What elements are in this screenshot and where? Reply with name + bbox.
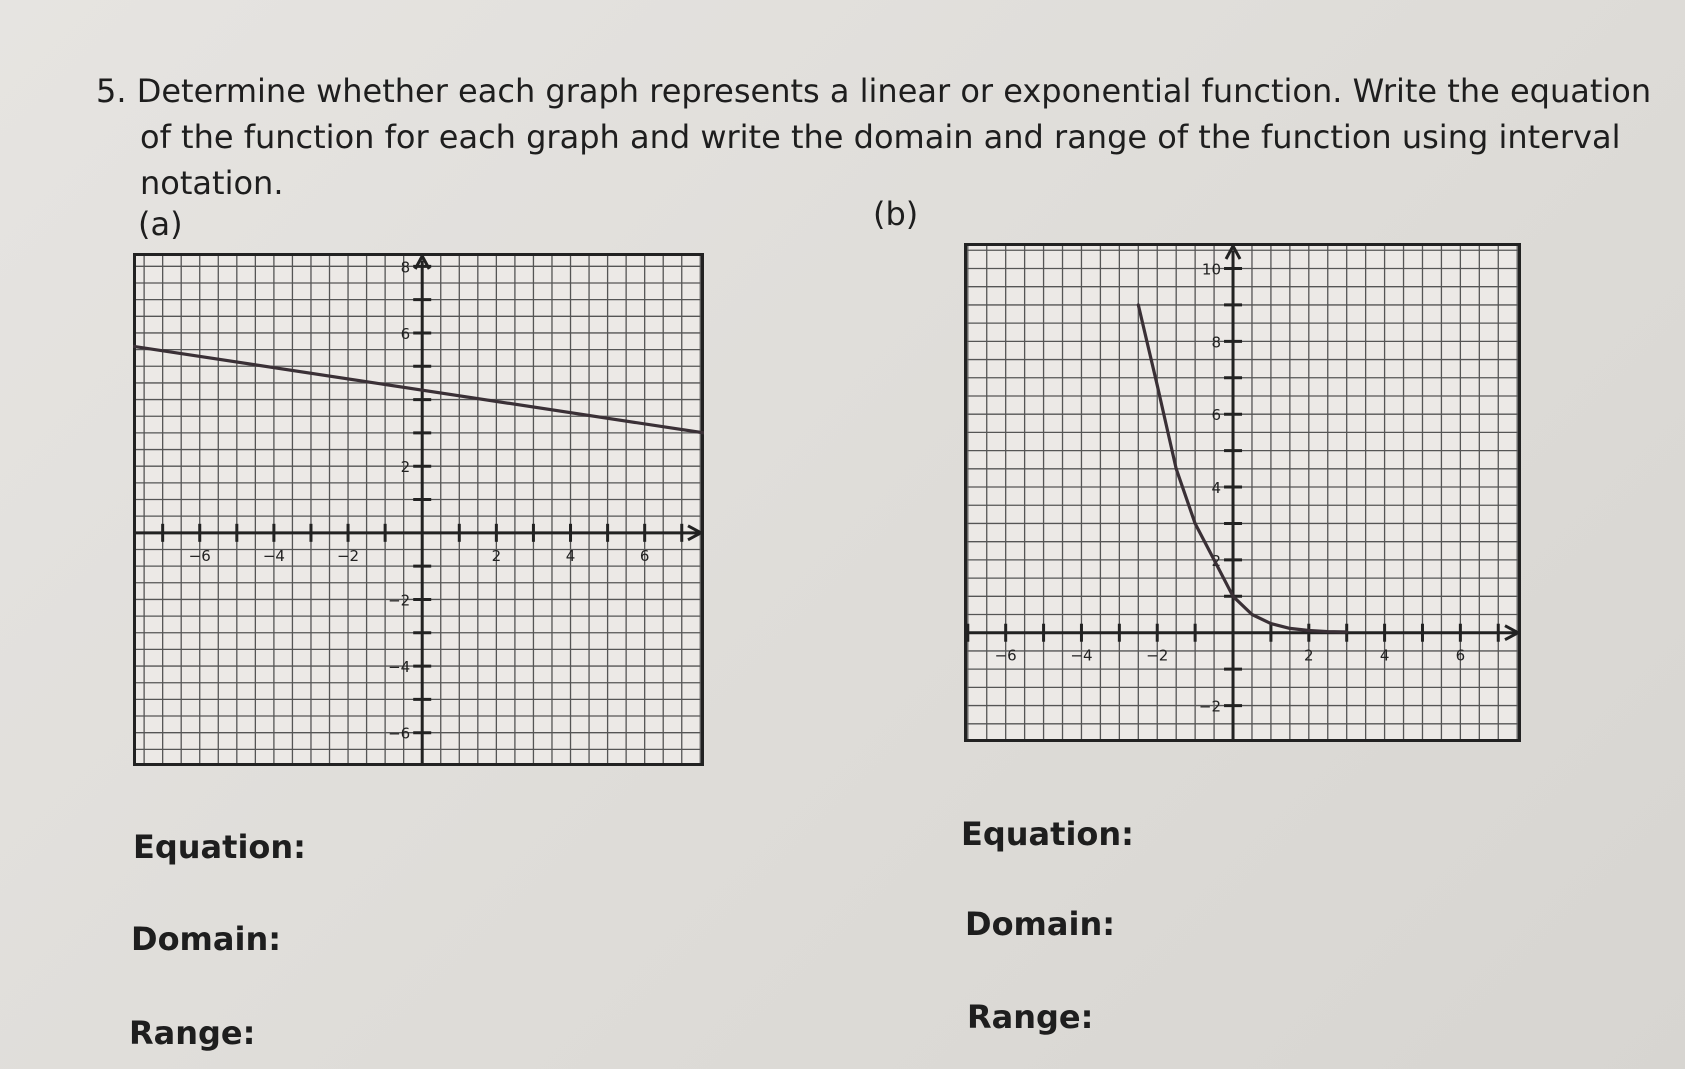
equation-a-label: Equation: — [133, 828, 306, 866]
y-tick-label: 6 — [400, 324, 411, 343]
question-line-3: notation. — [140, 164, 284, 202]
domain-b-label: Domain: — [965, 905, 1116, 943]
y-tick-label: 10 — [1201, 260, 1222, 279]
y-tick-label: −6 — [388, 724, 411, 743]
x-tick-label: −6 — [188, 546, 211, 565]
graph-frame — [966, 245, 1520, 741]
x-tick-label: 4 — [565, 546, 576, 565]
graph-b-plot — [964, 243, 1521, 742]
x-tick-label: −4 — [262, 546, 285, 565]
part-b-label: (b) — [873, 195, 919, 233]
question-text — [96, 68, 1652, 206]
x-tick-label: 6 — [639, 546, 650, 565]
question-number: 5. — [96, 72, 127, 110]
y-tick-label: 8 — [1211, 333, 1222, 352]
x-tick-label: 6 — [1455, 646, 1466, 665]
y-tick-label: −2 — [388, 591, 411, 610]
x-tick-label: −4 — [1070, 646, 1093, 665]
graph-frame — [135, 255, 703, 765]
y-tick-label: 4 — [1211, 479, 1222, 498]
x-tick-label: 2 — [491, 546, 502, 565]
question-line-1: Determine whether each graph represents a linear or exponential function. Write the equation — [136, 72, 1652, 110]
equation-b-label: Equation: — [961, 815, 1134, 853]
graph-a-plot — [133, 253, 704, 766]
x-tick-label: −6 — [994, 646, 1017, 665]
y-tick-label: −2 — [1198, 697, 1222, 716]
y-tick-label: 2 — [1211, 551, 1222, 570]
domain-a-label: Domain: — [131, 920, 282, 958]
question-line-2: of the function for each graph and write the domain and range of the function using interval — [140, 118, 1621, 156]
graph-b — [964, 243, 1521, 742]
graph-a — [133, 253, 704, 766]
range-a-label: Range: — [129, 1014, 256, 1052]
part-a-label: (a) — [138, 205, 183, 243]
x-tick-label: 4 — [1379, 646, 1390, 665]
y-tick-label: 2 — [400, 458, 411, 477]
x-tick-label: 2 — [1304, 646, 1314, 665]
x-tick-label: −2 — [1146, 646, 1169, 665]
range-b-label: Range: — [967, 998, 1094, 1036]
y-tick-label: 8 — [400, 258, 411, 277]
x-tick-label: −2 — [336, 546, 360, 565]
y-tick-label: −4 — [388, 658, 411, 677]
y-tick-label: 6 — [1211, 406, 1222, 425]
